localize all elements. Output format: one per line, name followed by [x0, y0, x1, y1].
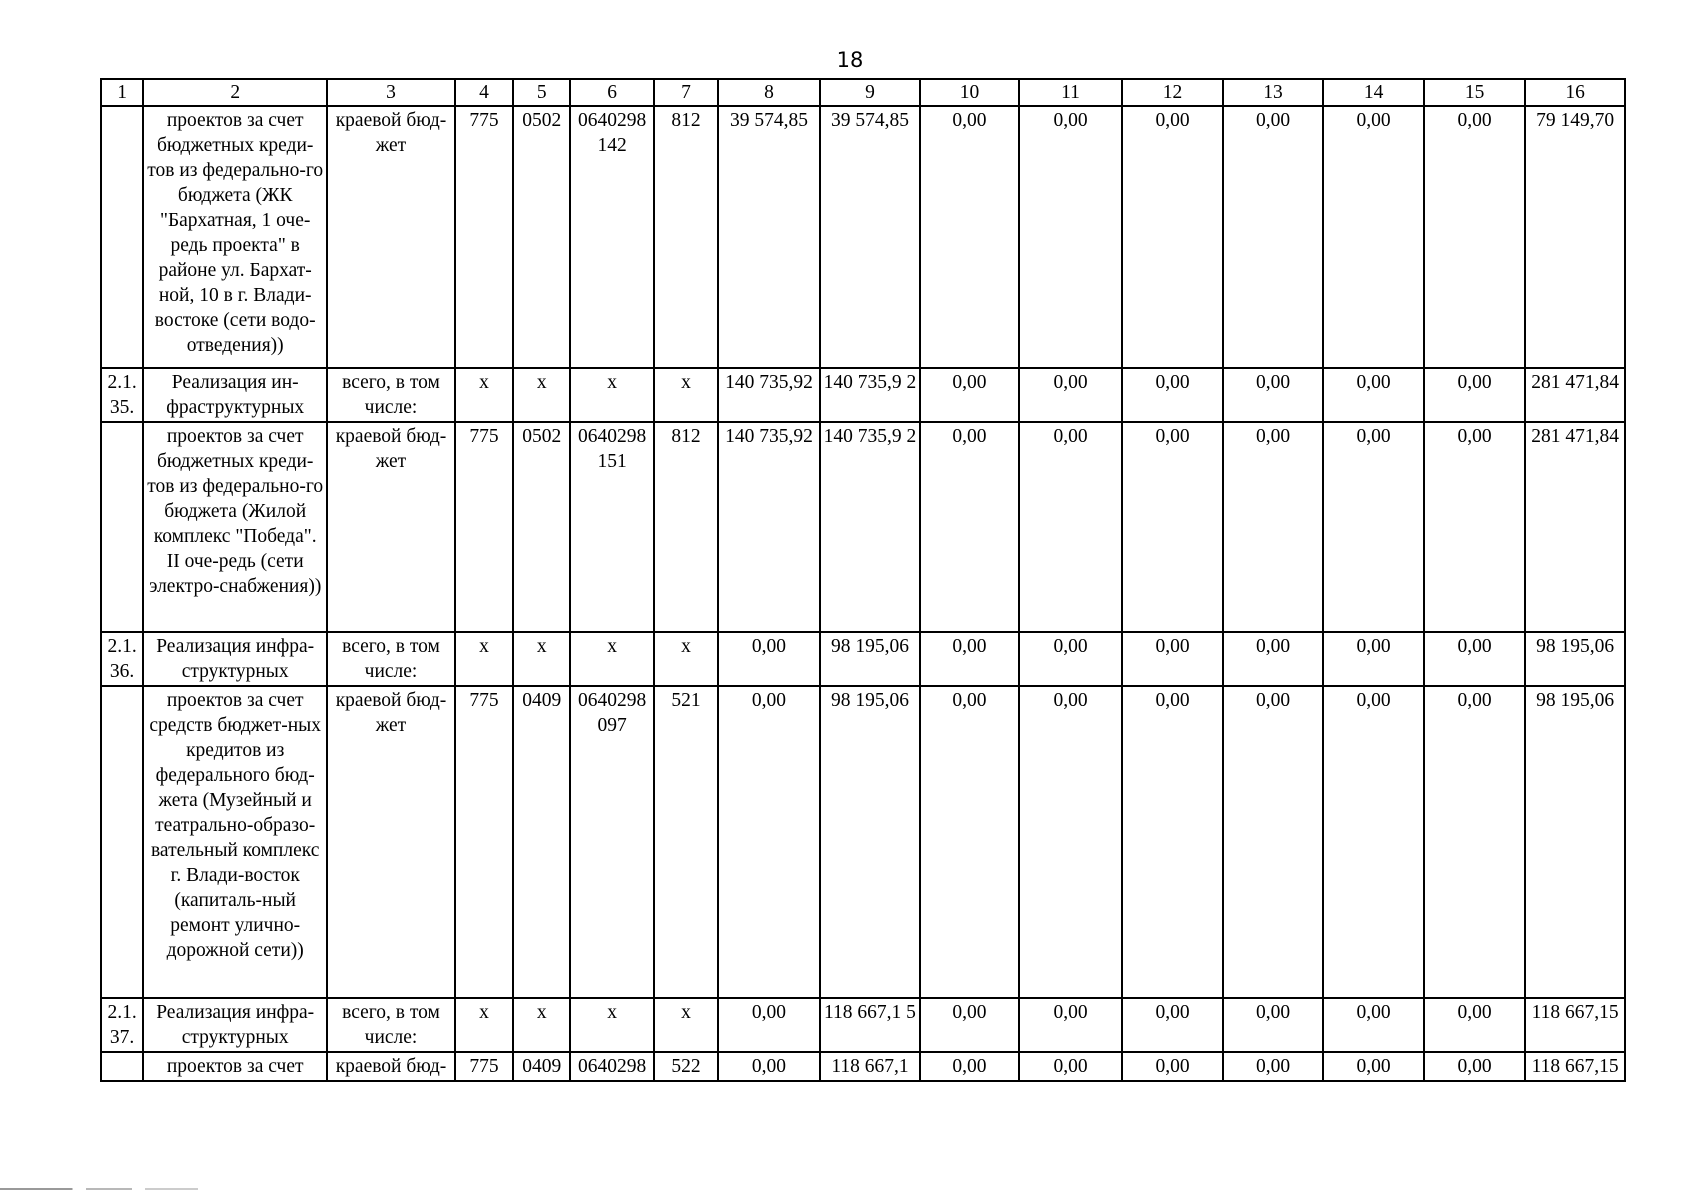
row-number-cell [101, 422, 143, 632]
amount-cell: 0,00 [1122, 422, 1223, 632]
code-cell: 775 [455, 686, 513, 998]
amount-cell: 0,00 [1323, 998, 1424, 1052]
amount-cell: 0,00 [1122, 998, 1223, 1052]
amount-cell: 118 667,1 5 [820, 998, 921, 1052]
amount-cell: 0,00 [1122, 686, 1223, 998]
amount-cell: 0,00 [920, 422, 1019, 632]
header-cell: 6 [570, 79, 653, 106]
amount-cell: 118 667,1 [820, 1052, 921, 1081]
amount-cell: 0,00 [718, 998, 820, 1052]
code-cell: 0502 [513, 422, 570, 632]
budget-table [100, 78, 1626, 1082]
amount-cell: 0,00 [1019, 632, 1123, 686]
source-cell: всего, в том числе: [327, 632, 455, 686]
header-cell: 3 [327, 79, 455, 106]
header-cell: 4 [455, 79, 513, 106]
amount-cell: 0,00 [1019, 686, 1123, 998]
amount-cell: 39 574,85 [718, 106, 820, 368]
amount-cell: 0,00 [1323, 686, 1424, 998]
row-number-cell: 2.1. 35. [101, 368, 143, 422]
amount-cell: 140 735,92 [718, 368, 820, 422]
code-cell: 812 [654, 422, 718, 632]
amount-cell: 0,00 [920, 106, 1019, 368]
header-cell: 8 [718, 79, 820, 106]
code-cell: 775 [455, 422, 513, 632]
description-cell: Реализация инфра-структурных [143, 998, 327, 1052]
code-cell: 0409 [513, 1052, 570, 1081]
amount-cell: 0,00 [1323, 106, 1424, 368]
header-cell: 11 [1019, 79, 1123, 106]
amount-cell: 0,00 [1223, 1052, 1324, 1081]
table-row [101, 686, 1625, 998]
amount-cell: 0,00 [1122, 106, 1223, 368]
amount-cell: 0,00 [920, 998, 1019, 1052]
header-cell: 10 [920, 79, 1019, 106]
amount-cell: 0,00 [1323, 1052, 1424, 1081]
row-number-cell [101, 1052, 143, 1081]
total-cell: 281 471,84 [1525, 368, 1625, 422]
code-cell: 0502 [513, 106, 570, 368]
source-cell: краевой бюд-жет [327, 422, 455, 632]
amount-cell: 0,00 [1019, 368, 1123, 422]
amount-cell: 140 735,9 2 [820, 422, 921, 632]
header-cell: 1 [101, 79, 143, 106]
table-row [101, 368, 1625, 422]
source-cell: краевой бюд-жет [327, 106, 455, 368]
source-cell: всего, в том числе: [327, 998, 455, 1052]
table-row [101, 632, 1625, 686]
header-cell: 13 [1223, 79, 1324, 106]
total-cell: 281 471,84 [1525, 422, 1625, 632]
amount-cell: 0,00 [1223, 422, 1324, 632]
amount-cell: 0,00 [1424, 422, 1526, 632]
page-number: 18 [836, 48, 864, 72]
table-row [101, 998, 1625, 1052]
amount-cell: 39 574,85 [820, 106, 921, 368]
code-cell: х [455, 998, 513, 1052]
code-cell: 775 [455, 1052, 513, 1081]
amount-cell: 0,00 [1019, 106, 1123, 368]
total-cell: 98 195,06 [1525, 632, 1625, 686]
amount-cell: 98 195,06 [820, 632, 921, 686]
scan-artifact-line [0, 1188, 330, 1190]
source-cell: краевой бюд- [327, 1052, 455, 1081]
amount-cell: 140 735,92 [718, 422, 820, 632]
amount-cell: 0,00 [1424, 1052, 1526, 1081]
row-number-cell [101, 686, 143, 998]
amount-cell: 0,00 [1019, 422, 1123, 632]
description-cell: проектов за счет средств бюджет-ных кредитов из федерального бюд-жета (Музейный и театрально-образо-вательный комплекс г. Влади-восток (капиталь-ный ремонт улично-дорожной сети)) [143, 686, 327, 998]
amount-cell: 0,00 [1323, 632, 1424, 686]
total-cell: 118 667,15 [1525, 998, 1625, 1052]
amount-cell: 0,00 [1223, 998, 1324, 1052]
code-cell: х [513, 632, 570, 686]
code-cell: х [654, 632, 718, 686]
header-row [101, 79, 1625, 106]
amount-cell: 0,00 [718, 632, 820, 686]
total-cell: 79 149,70 [1525, 106, 1625, 368]
code-cell: х [513, 368, 570, 422]
header-cell: 7 [654, 79, 718, 106]
code-cell: 0640298 142 [570, 106, 653, 368]
amount-cell: 0,00 [1223, 106, 1324, 368]
source-cell: краевой бюд-жет [327, 686, 455, 998]
amount-cell: 0,00 [920, 1052, 1019, 1081]
row-number-cell [101, 106, 143, 368]
description-cell: проектов за счет бюджетных креди-тов из федерально-го бюджета (Жилой комплекс "Победа". II оче-редь (сети электро-снабжения)) [143, 422, 327, 632]
amount-cell: 0,00 [1223, 686, 1324, 998]
amount-cell: 98 195,06 [820, 686, 921, 998]
code-cell: 0409 [513, 686, 570, 998]
amount-cell: 0,00 [920, 368, 1019, 422]
code-cell: 812 [654, 106, 718, 368]
header-cell: 14 [1323, 79, 1424, 106]
amount-cell: 0,00 [1323, 368, 1424, 422]
code-cell: 0640298 [570, 1052, 653, 1081]
amount-cell: 0,00 [920, 686, 1019, 998]
table-row [101, 422, 1625, 632]
source-cell: всего, в том числе: [327, 368, 455, 422]
amount-cell: 140 735,9 2 [820, 368, 921, 422]
header-cell: 16 [1525, 79, 1625, 106]
header-cell: 12 [1122, 79, 1223, 106]
code-cell: х [654, 998, 718, 1052]
amount-cell: 0,00 [1323, 422, 1424, 632]
code-cell: 521 [654, 686, 718, 998]
header-cell: 2 [143, 79, 327, 106]
code-cell: х [455, 368, 513, 422]
code-cell: х [654, 368, 718, 422]
amount-cell: 0,00 [1019, 998, 1123, 1052]
amount-cell: 0,00 [718, 1052, 820, 1081]
code-cell: 0640298 151 [570, 422, 653, 632]
table-row [101, 1052, 1625, 1081]
code-cell: х [455, 632, 513, 686]
description-cell: Реализация ин-фраструктурных [143, 368, 327, 422]
description-cell: проектов за счет бюджетных креди-тов из федерально-го бюджета (ЖК "Бархатная, 1 оче-редь проекта" в районе ул. Бархат-ной, 10 в г. Влади-востоке (сети водо-отведения)) [143, 106, 327, 368]
amount-cell: 0,00 [1223, 368, 1324, 422]
code-cell: 522 [654, 1052, 718, 1081]
amount-cell: 0,00 [718, 686, 820, 998]
code-cell: х [570, 368, 653, 422]
total-cell: 118 667,15 [1525, 1052, 1625, 1081]
code-cell: 0640298 097 [570, 686, 653, 998]
code-cell: х [570, 998, 653, 1052]
code-cell: х [570, 632, 653, 686]
description-cell: проектов за счет [143, 1052, 327, 1081]
row-number-cell: 2.1. 36. [101, 632, 143, 686]
code-cell: 775 [455, 106, 513, 368]
amount-cell: 0,00 [1424, 106, 1526, 368]
description-cell: Реализация инфра-структурных [143, 632, 327, 686]
table-row [101, 106, 1625, 368]
row-number-cell: 2.1. 37. [101, 998, 143, 1052]
amount-cell: 0,00 [1424, 998, 1526, 1052]
header-cell: 15 [1424, 79, 1526, 106]
amount-cell: 0,00 [1019, 1052, 1123, 1081]
amount-cell: 0,00 [1122, 1052, 1223, 1081]
header-cell: 5 [513, 79, 570, 106]
amount-cell: 0,00 [1424, 686, 1526, 998]
amount-cell: 0,00 [1424, 368, 1526, 422]
amount-cell: 0,00 [920, 632, 1019, 686]
header-cell: 9 [820, 79, 921, 106]
amount-cell: 0,00 [1122, 368, 1223, 422]
amount-cell: 0,00 [1424, 632, 1526, 686]
total-cell: 98 195,06 [1525, 686, 1625, 998]
amount-cell: 0,00 [1223, 632, 1324, 686]
code-cell: х [513, 998, 570, 1052]
amount-cell: 0,00 [1122, 632, 1223, 686]
